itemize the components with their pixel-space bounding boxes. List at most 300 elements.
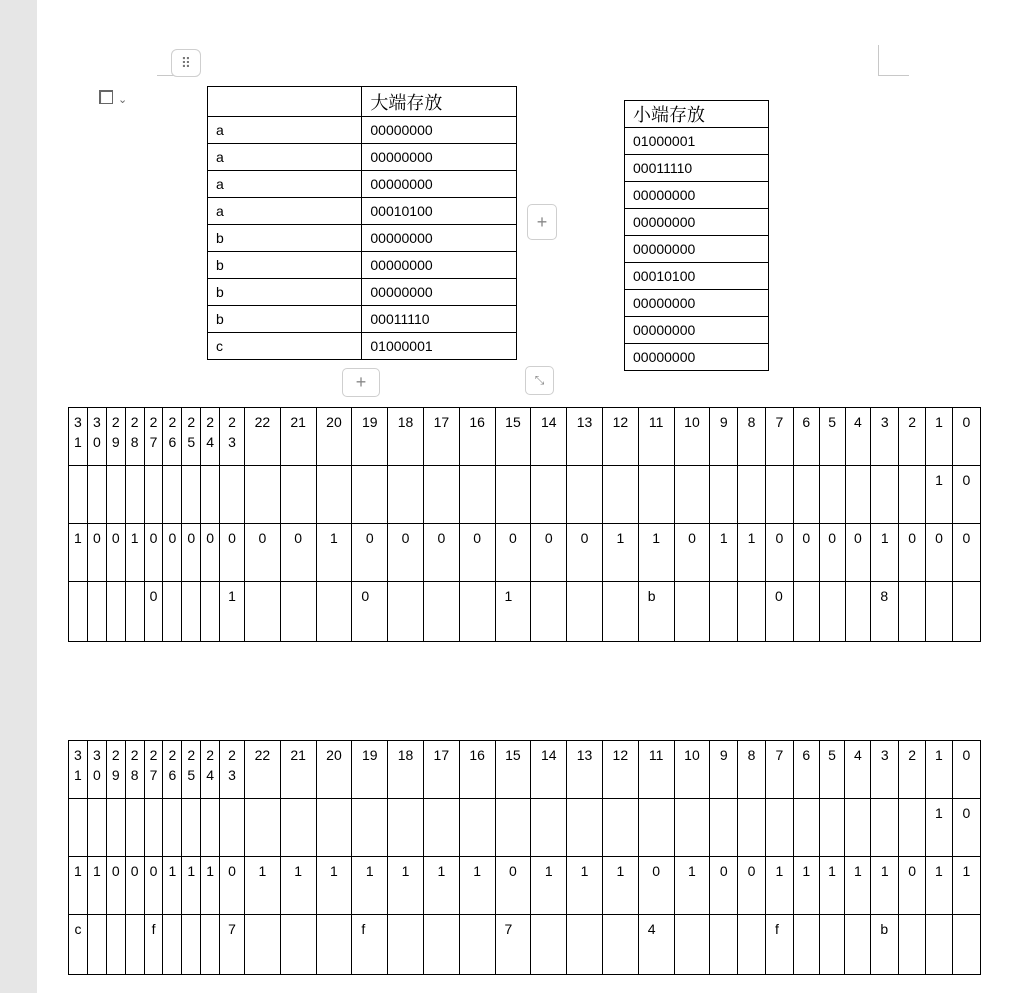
bit-value-cell[interactable] xyxy=(316,582,352,642)
chevron-down-icon[interactable]: ⌄ xyxy=(118,93,128,106)
frame-select-icon[interactable]: ⧠ xyxy=(98,87,114,109)
bit-value-cell[interactable] xyxy=(106,582,125,642)
bit-value-cell[interactable] xyxy=(201,466,220,524)
bit-value-cell[interactable]: 1 xyxy=(926,857,953,915)
table-row xyxy=(625,182,769,209)
table-cell[interactable]: 00000000 xyxy=(362,225,517,252)
bit-index-cell[interactable]: 10 xyxy=(674,741,710,799)
bit-value-cell[interactable]: 4 xyxy=(638,915,674,975)
bit-value-cell[interactable]: 0 xyxy=(244,524,280,582)
table-cell[interactable]: b xyxy=(208,279,362,306)
bit-value-cell[interactable] xyxy=(388,466,424,524)
bit-value-cell[interactable] xyxy=(899,582,926,642)
bit-value-cell[interactable] xyxy=(738,799,766,857)
bit-value-cell[interactable]: 0 xyxy=(845,524,871,582)
bit-value-cell[interactable]: 7 xyxy=(495,915,531,975)
bit-index-cell[interactable]: 11 xyxy=(638,741,674,799)
bit-value-cell[interactable] xyxy=(244,915,280,975)
bit-value-cell[interactable] xyxy=(845,466,871,524)
bit-value-cell[interactable]: b xyxy=(638,582,674,642)
add-column-button[interactable] xyxy=(527,204,557,240)
bit-index-cell[interactable]: 17 xyxy=(423,408,459,466)
bit-value-cell[interactable] xyxy=(201,799,220,857)
bit-value-cell[interactable] xyxy=(316,915,352,975)
drag-handle-icon[interactable]: ⠿ xyxy=(171,49,201,77)
bit-index-cell[interactable]: 2 7 xyxy=(144,408,163,466)
bit-value-cell[interactable] xyxy=(388,582,424,642)
bit-value-cell[interactable]: 0 xyxy=(352,524,388,582)
bit-index-cell[interactable]: 4 xyxy=(845,408,871,466)
bit-value-cell[interactable]: 7 xyxy=(220,915,245,975)
bit-value-cell[interactable]: 0 xyxy=(495,857,531,915)
bit-value-cell[interactable] xyxy=(845,799,871,857)
bit-value-cell[interactable] xyxy=(531,582,567,642)
bit-value-cell[interactable] xyxy=(69,799,88,857)
bit-value-cell[interactable] xyxy=(765,466,793,524)
table-row xyxy=(625,317,769,344)
bit-index-cell[interactable]: 2 8 xyxy=(125,741,144,799)
bit-value-cell[interactable]: f xyxy=(352,915,388,975)
bit-value-cell[interactable] xyxy=(674,466,710,524)
bit-value-cell[interactable] xyxy=(638,466,674,524)
bit-value-cell[interactable] xyxy=(819,915,845,975)
bit-value-cell[interactable]: 0 xyxy=(952,799,980,857)
table-row xyxy=(208,117,517,144)
bit-value-cell[interactable] xyxy=(674,799,710,857)
table-cell[interactable]: b xyxy=(208,306,362,333)
bit-value-cell[interactable]: 1 xyxy=(845,857,871,915)
bit-index-cell[interactable]: 21 xyxy=(280,408,316,466)
bit-value-cell[interactable] xyxy=(710,915,738,975)
bit-index-cell[interactable]: 12 xyxy=(602,741,638,799)
bit-index-cell[interactable]: 2 8 xyxy=(125,408,144,466)
bit-index-cell[interactable]: 3 0 xyxy=(87,408,106,466)
bit-index-cell[interactable]: 3 1 xyxy=(69,741,88,799)
bit-value-cell[interactable] xyxy=(220,466,245,524)
bit-value-cell[interactable] xyxy=(845,915,871,975)
bit-value-cell[interactable]: 0 xyxy=(638,857,674,915)
bit-value-cell[interactable] xyxy=(602,466,638,524)
bit-value-cell[interactable]: 0 xyxy=(163,524,182,582)
bit-value-cell[interactable] xyxy=(738,466,766,524)
bit-value-cell[interactable]: 1 xyxy=(926,466,953,524)
bit-value-cell[interactable] xyxy=(602,915,638,975)
bit-index-cell[interactable]: 3 xyxy=(871,741,899,799)
bit-value-cell[interactable]: 0 xyxy=(220,524,245,582)
bit-index-cell[interactable]: 2 9 xyxy=(106,741,125,799)
bit-value-cell[interactable] xyxy=(352,799,388,857)
table-cell[interactable]: 00000000 xyxy=(625,344,769,371)
bit-value-cell[interactable] xyxy=(163,466,182,524)
bit-value-cell[interactable] xyxy=(163,582,182,642)
bit-value-cell[interactable] xyxy=(125,582,144,642)
bit-index-cell[interactable]: 14 xyxy=(531,741,567,799)
bit-value-cell[interactable] xyxy=(459,466,495,524)
bit-index-cell[interactable]: 2 4 xyxy=(201,408,220,466)
table-cell[interactable]: a xyxy=(208,198,362,225)
bit-value-cell[interactable] xyxy=(845,582,871,642)
bit-index-cell[interactable]: 8 xyxy=(738,741,766,799)
bit-value-cell[interactable]: 1 xyxy=(765,857,793,915)
table-cell[interactable]: 00010100 xyxy=(625,263,769,290)
bit-value-cell[interactable] xyxy=(244,582,280,642)
bit-value-cell[interactable] xyxy=(602,582,638,642)
bit-index-cell[interactable]: 0 xyxy=(952,408,980,466)
bit-value-cell[interactable]: 0 xyxy=(793,524,819,582)
bit-value-cell[interactable] xyxy=(388,799,424,857)
bit-value-cell[interactable]: 1 xyxy=(125,524,144,582)
bit-index-cell[interactable]: 17 xyxy=(423,741,459,799)
bit-index-cell[interactable]: 20 xyxy=(316,741,352,799)
bit-index-cell[interactable]: 18 xyxy=(388,408,424,466)
bit-value-cell[interactable] xyxy=(567,582,603,642)
table-cell[interactable]: 00011110 xyxy=(625,155,769,182)
bit-value-cell[interactable]: 1 xyxy=(793,857,819,915)
bit-value-cell[interactable] xyxy=(495,466,531,524)
bit-value-cell[interactable] xyxy=(423,915,459,975)
bit-index-cell[interactable]: 21 xyxy=(280,741,316,799)
bit-value-cell[interactable] xyxy=(952,915,980,975)
bit-value-cell[interactable]: c xyxy=(69,915,88,975)
bit-value-cell[interactable] xyxy=(793,915,819,975)
bit-value-cell[interactable] xyxy=(710,582,738,642)
bit-value-cell[interactable] xyxy=(106,915,125,975)
bit-value-cell[interactable] xyxy=(125,799,144,857)
table-cell[interactable]: b xyxy=(208,225,362,252)
table-cell[interactable]: 00000000 xyxy=(362,117,517,144)
bit-value-cell[interactable] xyxy=(738,915,766,975)
table-cell[interactable]: 00000000 xyxy=(625,317,769,344)
bit-index-cell[interactable]: 2 9 xyxy=(106,408,125,466)
bit-value-cell[interactable] xyxy=(819,799,845,857)
bit-value-cell[interactable]: f xyxy=(765,915,793,975)
bit-value-cell[interactable]: 1 xyxy=(69,524,88,582)
bit-value-cell[interactable] xyxy=(316,466,352,524)
bit-index-cell[interactable]: 2 3 xyxy=(220,741,245,799)
bit-value-cell[interactable]: 1 xyxy=(87,857,106,915)
bit-value-cell[interactable] xyxy=(182,915,201,975)
table-cell[interactable]: 00000000 xyxy=(625,290,769,317)
bit-value-cell[interactable]: 1 xyxy=(738,524,766,582)
bit-value-cell[interactable]: 1 xyxy=(182,857,201,915)
bit-index-cell[interactable]: 13 xyxy=(567,408,603,466)
bit-value-cell[interactable] xyxy=(531,915,567,975)
bit-value-cell[interactable]: 1 xyxy=(531,857,567,915)
bit-value-cell[interactable] xyxy=(106,799,125,857)
bit-value-cell[interactable]: 0 xyxy=(495,524,531,582)
bit-value-cell[interactable]: 0 xyxy=(106,857,125,915)
bit-value-cell[interactable]: 0 xyxy=(899,524,926,582)
bit-index-cell[interactable]: 13 xyxy=(567,741,603,799)
bit-value-cell[interactable] xyxy=(871,799,899,857)
bit-value-cell[interactable] xyxy=(280,799,316,857)
bit-value-cell[interactable]: 0 xyxy=(144,582,163,642)
bit-value-cell[interactable] xyxy=(674,915,710,975)
bit-index-cell[interactable]: 20 xyxy=(316,408,352,466)
bit-index-cell[interactable]: 15 xyxy=(495,741,531,799)
bit-value-cell[interactable] xyxy=(567,915,603,975)
bit-index-cell[interactable]: 2 5 xyxy=(182,408,201,466)
bit-value-cell[interactable] xyxy=(793,582,819,642)
bit-value-cell[interactable] xyxy=(87,915,106,975)
bit-value-cell[interactable]: 0 xyxy=(531,524,567,582)
bit-value-cell[interactable]: 0 xyxy=(674,524,710,582)
table-cell[interactable]: 00000000 xyxy=(362,171,517,198)
bit-index-cell[interactable]: 8 xyxy=(738,408,766,466)
bit-value-cell[interactable]: 1 xyxy=(69,857,88,915)
bit-value-cell[interactable] xyxy=(220,799,245,857)
bit-value-cell[interactable] xyxy=(871,466,899,524)
bit-index-cell[interactable]: 3 xyxy=(871,408,899,466)
bit-value-cell[interactable]: f xyxy=(144,915,163,975)
bit-value-cell[interactable] xyxy=(280,582,316,642)
bit-value-cell[interactable]: 1 xyxy=(674,857,710,915)
bit-value-cell[interactable] xyxy=(567,466,603,524)
bit-value-cell[interactable]: 1 xyxy=(280,857,316,915)
table-row xyxy=(625,263,769,290)
table-cell[interactable]: 00010100 xyxy=(362,198,517,225)
bit-value-cell[interactable] xyxy=(423,466,459,524)
bit-value-cell[interactable] xyxy=(280,915,316,975)
bit-value-cell[interactable] xyxy=(182,466,201,524)
bit-index-cell[interactable]: 11 xyxy=(638,408,674,466)
bit-value-cell[interactable] xyxy=(926,915,953,975)
bit-value-cell[interactable] xyxy=(125,915,144,975)
bit-index-cell[interactable]: 22 xyxy=(244,408,280,466)
bit-value-cell[interactable] xyxy=(819,582,845,642)
table-cell[interactable]: 01000001 xyxy=(362,333,517,360)
bit-value-cell[interactable] xyxy=(459,915,495,975)
bit-value-cell[interactable]: 0 xyxy=(144,524,163,582)
bit-value-cell[interactable]: b xyxy=(871,915,899,975)
table-cell[interactable]: 00000000 xyxy=(625,209,769,236)
table-row xyxy=(208,333,517,360)
bit-index-cell[interactable]: 3 1 xyxy=(69,408,88,466)
bit-value-cell[interactable]: 0 xyxy=(106,524,125,582)
bit-index-cell[interactable]: 14 xyxy=(531,408,567,466)
bit-value-cell[interactable] xyxy=(459,582,495,642)
resize-table-button[interactable] xyxy=(525,366,554,395)
bit-value-cell[interactable] xyxy=(244,799,280,857)
bit-value-cell[interactable]: 1 xyxy=(423,857,459,915)
bit-index-cell[interactable]: 2 xyxy=(899,741,926,799)
bit-value-cell[interactable]: 1 xyxy=(495,582,531,642)
bit-index-cell[interactable]: 2 xyxy=(899,408,926,466)
bit-value-cell[interactable] xyxy=(819,466,845,524)
bit-value-cell[interactable] xyxy=(182,799,201,857)
bit-index-cell[interactable]: 5 xyxy=(819,741,845,799)
bit-value-cell[interactable]: 1 xyxy=(710,524,738,582)
bit-index-cell[interactable]: 12 xyxy=(602,408,638,466)
bit-value-cell[interactable] xyxy=(201,915,220,975)
bit-value-cell[interactable] xyxy=(899,799,926,857)
bit-index-cell[interactable]: 7 xyxy=(765,408,793,466)
bit-index-cell[interactable]: 1 xyxy=(926,741,953,799)
bit-value-cell[interactable] xyxy=(738,582,766,642)
bit-value-cell[interactable]: 0 xyxy=(567,524,603,582)
bit-value-cell[interactable]: 1 xyxy=(352,857,388,915)
table-cell[interactable]: c xyxy=(208,333,362,360)
bit-value-cell[interactable] xyxy=(952,582,980,642)
bit-value-cell[interactable]: 0 xyxy=(201,524,220,582)
table-cell[interactable]: 01000001 xyxy=(625,128,769,155)
bit-value-cell[interactable] xyxy=(674,582,710,642)
bit-value-cell[interactable]: 1 xyxy=(388,857,424,915)
bit-value-cell[interactable] xyxy=(765,799,793,857)
bit-value-cell[interactable]: 0 xyxy=(765,524,793,582)
bit-value-cell[interactable] xyxy=(926,582,953,642)
table-cell[interactable] xyxy=(208,87,362,117)
bit-index-cell[interactable]: 2 5 xyxy=(182,741,201,799)
bit-index-cell[interactable]: 2 3 xyxy=(220,408,245,466)
bit-value-cell[interactable] xyxy=(567,799,603,857)
table-header-row xyxy=(625,101,769,128)
bit-index-cell[interactable]: 2 7 xyxy=(144,741,163,799)
table-cell[interactable]: 00000000 xyxy=(362,279,517,306)
table-cell[interactable]: 00000000 xyxy=(625,182,769,209)
bit-value-cell[interactable]: 0 xyxy=(125,857,144,915)
bit-value-cell[interactable] xyxy=(163,915,182,975)
bit-value-cell[interactable] xyxy=(244,466,280,524)
bit-value-cell[interactable]: 0 xyxy=(423,524,459,582)
bit-value-cell[interactable]: 0 xyxy=(182,524,201,582)
bit-index-cell[interactable]: 6 xyxy=(793,408,819,466)
bit-value-cell[interactable]: 0 xyxy=(899,857,926,915)
bit-index-cell[interactable]: 15 xyxy=(495,408,531,466)
bit-index-cell[interactable]: 2 6 xyxy=(163,408,182,466)
bit-value-cell[interactable] xyxy=(201,582,220,642)
bit-index-cell[interactable]: 9 xyxy=(710,741,738,799)
bit-index-cell[interactable]: 22 xyxy=(244,741,280,799)
bit-value-cell[interactable]: 1 xyxy=(220,582,245,642)
table-cell[interactable]: a xyxy=(208,171,362,198)
bit-value-cell[interactable] xyxy=(459,799,495,857)
bit-index-cell[interactable]: 4 xyxy=(845,741,871,799)
bit-value-cell[interactable] xyxy=(531,799,567,857)
bit-value-cell[interactable]: 0 xyxy=(819,524,845,582)
table-cell[interactable]: 00000000 xyxy=(625,236,769,263)
bit-index-cell[interactable]: 18 xyxy=(388,741,424,799)
table-cell[interactable]: 00011110 xyxy=(362,306,517,333)
bit-value-cell[interactable] xyxy=(87,799,106,857)
bit-value-cell[interactable]: 0 xyxy=(952,524,980,582)
bit-value-cell[interactable]: 1 xyxy=(638,524,674,582)
bit-value-cell[interactable]: 1 xyxy=(819,857,845,915)
bit-value-cell[interactable]: 1 xyxy=(952,857,980,915)
table-cell[interactable]: a xyxy=(208,117,362,144)
bit-value-cell[interactable] xyxy=(388,915,424,975)
bit-index-cell[interactable]: 2 6 xyxy=(163,741,182,799)
bit-value-cell[interactable]: 1 xyxy=(316,524,352,582)
bit-value-cell[interactable]: 1 xyxy=(926,799,953,857)
bit-index-cell[interactable]: 19 xyxy=(352,741,388,799)
bit-value-cell[interactable]: 1 xyxy=(163,857,182,915)
bit-index-cell[interactable]: 16 xyxy=(459,408,495,466)
bit-index-cell[interactable]: 7 xyxy=(765,741,793,799)
bit-value-cell[interactable]: 1 xyxy=(871,524,899,582)
bit-index-cell[interactable]: 3 0 xyxy=(87,741,106,799)
bit-value-cell[interactable] xyxy=(899,915,926,975)
bit-value-cell[interactable]: 8 xyxy=(871,582,899,642)
table-cell[interactable]: 00000000 xyxy=(362,144,517,171)
bit-index-cell[interactable]: 0 xyxy=(952,741,980,799)
bit-value-cell[interactable] xyxy=(423,582,459,642)
bit-index-cell[interactable]: 1 xyxy=(926,408,953,466)
table-cell[interactable]: a xyxy=(208,144,362,171)
bit-value-cell[interactable] xyxy=(423,799,459,857)
bit-value-cell[interactable]: 1 xyxy=(244,857,280,915)
bit-index-cell[interactable]: 9 xyxy=(710,408,738,466)
bit-value-cell[interactable] xyxy=(69,582,88,642)
bit-index-cell[interactable]: 6 xyxy=(793,741,819,799)
frame-select-tool[interactable] xyxy=(98,84,142,112)
bit-value-cell[interactable] xyxy=(531,466,567,524)
bit-value-cell[interactable]: 0 xyxy=(352,582,388,642)
bit-value-cell[interactable]: 0 xyxy=(280,524,316,582)
bit-value-cell[interactable] xyxy=(87,466,106,524)
bit-value-cell[interactable]: 0 xyxy=(765,582,793,642)
bit-value-cell[interactable]: 0 xyxy=(926,524,953,582)
bit-value-cell[interactable] xyxy=(899,466,926,524)
bit-value-cell[interactable]: 0 xyxy=(388,524,424,582)
bit-value-cell[interactable]: 1 xyxy=(602,524,638,582)
bit-value-cell[interactable] xyxy=(106,466,125,524)
bit-value-cell[interactable]: 1 xyxy=(201,857,220,915)
bit-value-cell[interactable]: 0 xyxy=(144,857,163,915)
bit-value-cell[interactable] xyxy=(710,466,738,524)
bit-value-cell[interactable] xyxy=(793,799,819,857)
bit-index-cell[interactable]: 5 xyxy=(819,408,845,466)
table-header-cell[interactable]: 小端存放 xyxy=(625,101,769,128)
bit-value-cell[interactable]: 1 xyxy=(459,857,495,915)
bit-value-cell[interactable] xyxy=(280,466,316,524)
bit-value-cell[interactable]: 0 xyxy=(738,857,766,915)
bit-index-cell[interactable]: 10 xyxy=(674,408,710,466)
bit-value-cell[interactable] xyxy=(316,799,352,857)
bit-value-cell[interactable] xyxy=(87,582,106,642)
bit-value-cell[interactable] xyxy=(125,466,144,524)
table-row xyxy=(625,236,769,263)
bit-value-cell[interactable] xyxy=(182,582,201,642)
bit-value-cell[interactable]: 0 xyxy=(710,857,738,915)
bit-value-cell[interactable]: 1 xyxy=(316,857,352,915)
bit-value-cell[interactable] xyxy=(144,466,163,524)
bit-value-cell[interactable] xyxy=(163,799,182,857)
bit-value-cell[interactable]: 0 xyxy=(459,524,495,582)
bit-value-cell[interactable] xyxy=(710,799,738,857)
bit-value-cell[interactable] xyxy=(144,799,163,857)
bit-value-cell[interactable]: 1 xyxy=(602,857,638,915)
bit-value-cell[interactable] xyxy=(495,799,531,857)
bit-value-cell[interactable]: 1 xyxy=(567,857,603,915)
table-header-cell[interactable]: 大端存放 xyxy=(362,87,517,117)
bit-index-cell[interactable]: 16 xyxy=(459,741,495,799)
table-cell[interactable]: 00000000 xyxy=(362,252,517,279)
bit-value-cell[interactable]: 1 xyxy=(871,857,899,915)
bit-index-cell[interactable]: 19 xyxy=(352,408,388,466)
bit-value-cell[interactable]: 0 xyxy=(952,466,980,524)
table-cell[interactable]: b xyxy=(208,252,362,279)
bit-value-cell[interactable] xyxy=(69,466,88,524)
bit-value-cell[interactable] xyxy=(602,799,638,857)
bit-value-cell[interactable] xyxy=(352,466,388,524)
bit-value-cell[interactable] xyxy=(793,466,819,524)
bit-value-cell[interactable]: 0 xyxy=(87,524,106,582)
bit-value-cell[interactable] xyxy=(638,799,674,857)
bit-value-cell[interactable]: 0 xyxy=(220,857,245,915)
add-row-button[interactable] xyxy=(342,368,380,397)
bit-index-cell[interactable]: 2 4 xyxy=(201,741,220,799)
